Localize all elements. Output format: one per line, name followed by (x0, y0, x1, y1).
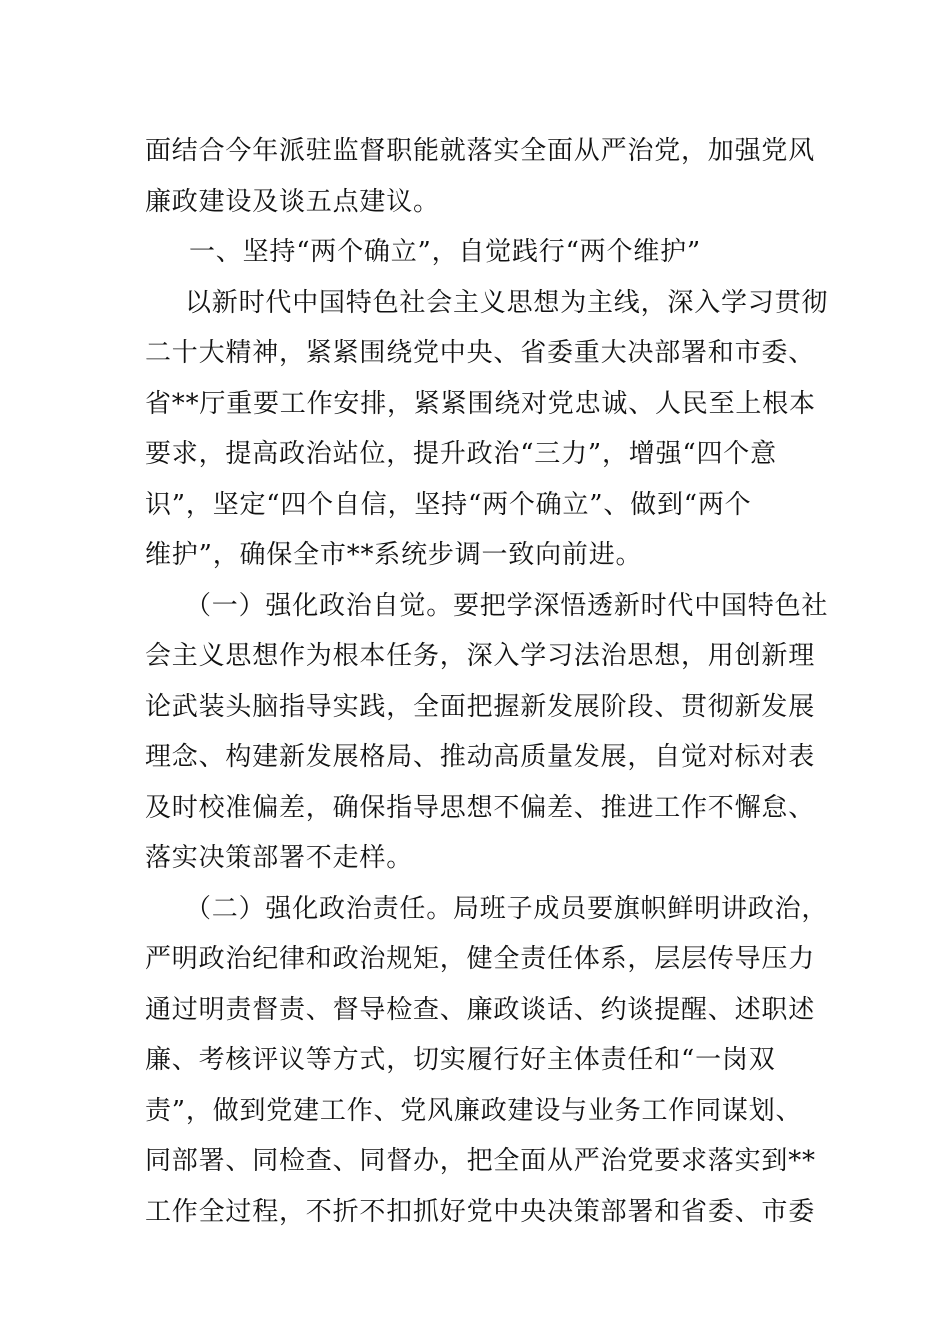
text-line: 严明政治纪律和政治规矩，健全责任体系，层层传导压力 (145, 944, 816, 974)
text-line: 省**厅重要工作安排，紧紧围绕对党忠诚、人民至上根本 (145, 388, 816, 419)
text-line: 识”，坚定“四个自信，坚持“两个确立”、做到“两个 (145, 489, 752, 520)
text-line: 以新时代中国特色社会主义思想为主线，深入学习贯彻 (185, 287, 829, 318)
text-line: 同部署、同检查、同督办，把全面从严治党要求落实到** (145, 1146, 816, 1176)
text-line: 面结合今年派驻监督职能就落实全面从严治党，加强党风 (145, 136, 816, 166)
text-line: 廉政建设及谈五点建议。 (145, 186, 440, 217)
subsection-line: （二）强化政治责任。局班子成员要旗帜鲜明讲政治， (185, 893, 829, 924)
text-line: 及时校准偏差，确保指导思想不偏差、推进工作不懈怠、 (145, 792, 816, 823)
text-line: 工作全过程，不折不扣抓好党中央决策部署和省委、市委 (145, 1196, 816, 1227)
document-body (145, 126, 829, 1237)
text-line: 落实决策部署不走样。 (145, 843, 414, 873)
text-line: 责”，做到党建工作、党风廉政建设与业务工作同谋划、 (145, 1095, 803, 1126)
text-line: 会主义思想作为根本任务，深入学习法治思想，用创新理 (145, 641, 816, 671)
text-line: 二十大精神，紧紧围绕党中央、省委重大决部署和市委、 (145, 338, 816, 368)
text-line: 通过明责督责、督导检查、廉政谈话、约谈提醒、述职述 (145, 994, 816, 1025)
subsection-line: （一）强化政治自觉。要把学深悟透新时代中国特色社 (185, 590, 829, 621)
text-line: 理念、构建新发展格局、推动高质量发展，自觉对标对表 (145, 742, 816, 772)
text-line: 维护”，确保全市**系统步调一致向前进。 (145, 540, 643, 570)
text-line: 论武装头脑指导实践，全面把握新发展阶段、贯彻新发展 (145, 691, 816, 722)
text-line: 廉、考核评议等方式，切实履行好主体责任和“一岗双 (145, 1045, 776, 1075)
text-line: 要求，提高政治站位，提升政治“三力”，增强“四个意 (145, 439, 777, 469)
section-heading: 一、坚持“两个确立”，自觉践行“两个维护” (189, 237, 701, 267)
